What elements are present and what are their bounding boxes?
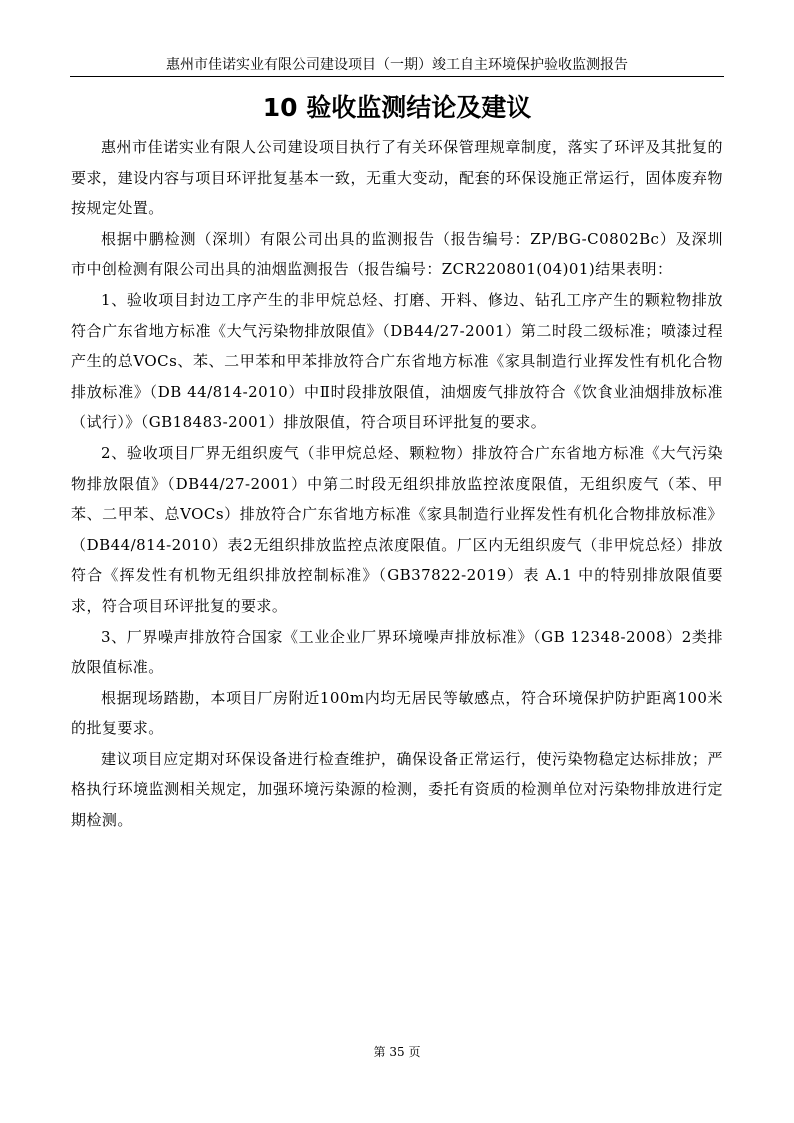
running-header: 惠州市佳诺实业有限公司建设项目（一期）竣工自主环境保护验收监测报告 xyxy=(166,57,628,73)
body-text xyxy=(71,132,723,836)
paragraph-recommendations: 建议项目应定期对环保设备进行检查维护，确保设备正常运行，使污染物稳定达标排放；严格执行环境监测相关规定，加强环境污染源的检测，委托有资质的检测单位对污染物排放进行定期检测。 xyxy=(71,749,723,830)
header-divider xyxy=(70,76,724,77)
page-number: 第 35 页 xyxy=(373,1045,421,1059)
paragraph-protection-distance: 根据现场踏勘，本项目厂房附近100m内均无居民等敏感点，符合环境保护防护距离100米的批复要求。 xyxy=(71,688,723,738)
paragraph-fugitive-emissions: 2、验收项目厂界无组织废气（非甲烷总烃、颗粒物）排放符合广东省地方标准《大气污染物排放限值》（DB44/27-2001）中第二时段无组织排放监控浓度限值，无组织废气（苯、甲苯、二甲苯、总VOCs）排放符合广东省地方标准《家具制造行业挥发性有机化合物排放标准》（DB44/814-2010）表2无组织排放监控点浓度限值。厂区内无组织废气（非甲烷总烃）排放符合《挥发性有机物无组织排放控制标准》（GB37822-2019）表 A.1 中的特别排放限值要求，符合项目环评批复的要求。 xyxy=(71,443,723,615)
paragraph-summary: 惠州市佳诺实业有限人公司建设项目执行了有关环保管理规章制度，落实了环评及其批复的要求，建设内容与项目环评批复基本一致，无重大变动，配套的环保设施正常运行，固体废弃物按规定处置。 xyxy=(71,138,723,218)
paragraph-organized-emissions: 1、验收项目封边工序产生的非甲烷总烃、打磨、开料、修边、钻孔工序产生的颗粒物排放符合广东省地方标准《大气污染物排放限值》（DB44/27-2001）第二时段二级标准；喷漆过程产生的总VOCs、苯、二甲苯和甲苯排放符合广东省地方标准《家具制造行业挥发性有机化合物排放标准》（DB 44/814-2010）中Ⅱ时段排放限值，油烟废气排放符合《饮食业油烟排放标准（试行）》（GB18483-2001）排放限值，符合项目环评批复的要求。 xyxy=(71,290,723,432)
paragraph-noise: 3、厂界噪声排放符合国家《工业企业厂界环境噪声排放标准》（GB 12348-2008）2类排放限值标准。 xyxy=(71,627,723,677)
section-title: 10 验收监测结论及建议 xyxy=(262,93,532,122)
paragraph-report-basis: 根据中鹏检测（深圳）有限公司出具的监测报告（报告编号：ZP/BG-C0802Bc）及深圳市中创检测有限公司出具的油烟监测报告（报告编号：ZCR220801(04)01)结果表明： xyxy=(71,229,723,279)
